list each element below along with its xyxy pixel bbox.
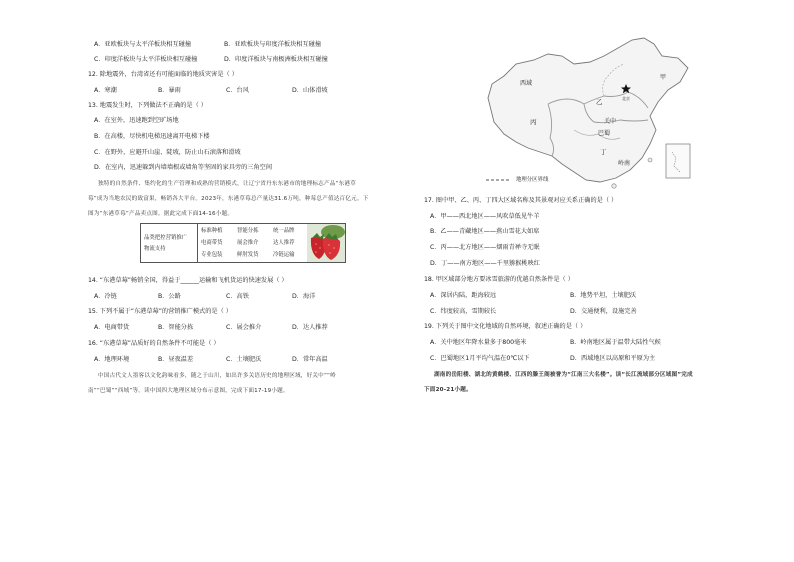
q13-option-b[interactable]: B．在高楼，尽快机电梯迅速离开电梯下楼 [94, 133, 210, 140]
table-title-cell [141, 224, 198, 262]
q19-option-c[interactable]: C．巴蜀地区1月平均气温在0℃以下 [430, 355, 530, 362]
q12-option-d[interactable]: D．山体滑坡 [292, 87, 328, 94]
map-label-guanzhong: 关中 [604, 118, 617, 125]
q14-option-a[interactable]: A．冷链 [94, 293, 117, 300]
q14-stem: 14. “东港草莓”畅销全国，得益于______运输和飞机货运的快速发展（ ） [88, 277, 288, 284]
q18-option-a[interactable]: A．深居内陆，距海较远 [430, 292, 497, 299]
q12-option-c[interactable]: C．台风 [226, 87, 249, 94]
legend-label: 地理分区界线 [516, 177, 549, 183]
table-title-line2: 物流支持 [144, 246, 166, 252]
q19-option-a[interactable]: A．关中地区年降水量多于800毫米 [430, 339, 527, 346]
q13-option-c[interactable]: C．在野外，应避开山崖、陡坡，防止山石滚落和滑坡 [94, 149, 241, 156]
q11-option-c[interactable]: C．印度洋板块与太平洋板块相互碰撞 [94, 56, 198, 63]
q15-option-b[interactable]: B．智能分拣 [158, 324, 194, 331]
q17-option-b[interactable]: B．乙——青藏地区——燕山雪花大如席 [430, 228, 540, 235]
q15-option-c[interactable]: C．展会推介 [226, 324, 262, 331]
china-regions-map [482, 34, 698, 194]
passage1-line3: 图为“东港草莓”产品卖点图。据此完成下面14-16小题。 [88, 211, 234, 217]
passage3-line2: 下面20-21小题。 [424, 387, 472, 393]
q18-stem: 18. 甲区域部分地方要冰雪旅游的优越自然条件是（ ） [424, 276, 574, 283]
q14-option-d[interactable]: D．海洋 [292, 293, 316, 300]
map-label-ding: 丁 [600, 148, 607, 156]
q11-option-b[interactable]: B．亚欧板块与印度洋板块相互碰撞 [224, 41, 322, 48]
q18-option-d[interactable]: D．交通便利，设施完善 [570, 308, 637, 315]
passage2-line1: 中国古代文人墨客以文化韵味看多，随之于山川，如出许多关语历史的地理区域，好关中”“岭 [98, 373, 336, 379]
table-row2-c1: 电商带货 [201, 240, 223, 246]
q15-option-d[interactable]: D．达人推荐 [292, 324, 328, 331]
table-feature-cell [197, 224, 308, 262]
q17-stem: 17. 图中甲、乙、丙、丁四大区域名称及其景观对应关系正确的是（ ） [424, 197, 618, 204]
strawberry-image-icon [307, 224, 345, 262]
strawberry-selling-points-table [140, 223, 346, 263]
table-title-line1: 品类把控营销推广 [144, 235, 188, 241]
passage1-line2: 莓”成为当地农民的致富果，畅销各大平台。2023年，东港草莓总产量达31.6万吨，种莓总产值达百亿元。下 [88, 196, 369, 202]
table-row3-c1: 专业包装 [201, 252, 223, 258]
map-label-yi: 乙 [596, 98, 603, 106]
china-map-svg [482, 34, 698, 194]
q12-option-a[interactable]: A．寒潮 [94, 87, 117, 94]
table-row3-c2: 鲜肘发货 [237, 252, 259, 258]
q16-option-b[interactable]: B．昼夜温差 [158, 356, 194, 363]
table-row3-c3: 冷链运输 [273, 252, 295, 258]
q18-option-c[interactable]: C．纬度较高，雪期较长 [430, 308, 497, 315]
q13-stem: 13. 地震发生时，下列做法不正确的是（ ） [88, 102, 207, 109]
q17-option-a[interactable]: A．甲——西北地区——风吹草低见牛羊 [430, 213, 540, 220]
q16-option-a[interactable]: A．地理环境 [94, 356, 130, 363]
q17-option-c[interactable]: C．丙——北方地区——烟雨青禅寺无眠 [430, 244, 540, 251]
hainan-island [612, 184, 616, 188]
taiwan-island [648, 158, 652, 162]
q19-option-b[interactable]: B．岭南地区属于温带大陆性气候 [570, 339, 661, 346]
q19-stem: 19. 下列关于图中文化地域的自然环境，叙述正确的是（ ） [424, 323, 587, 330]
q14-option-b[interactable]: B．公路 [158, 293, 181, 300]
q12-option-b[interactable]: B．暴雨 [158, 87, 181, 94]
map-label-bashu: 巴蜀 [598, 130, 611, 137]
map-label-jia: 甲 [660, 74, 667, 81]
q12-stem: 12. 除地震外，台湾省还有可能面临的地质灾害是（ ） [88, 71, 238, 78]
china-outline [488, 38, 688, 182]
map-label-bing: 丙 [530, 118, 537, 126]
table-row1-c3: 统一品牌 [273, 228, 295, 234]
q16-option-d[interactable]: D．常年高温 [292, 356, 328, 363]
q15-stem: 15. 下列不属于“东港草莓”的营销推广模式的是（ ） [88, 308, 232, 315]
q18-option-b[interactable]: B．地势平坦，土壤肥沃 [570, 292, 637, 299]
passage3-line1: 湖南的岳阳楼、湖北的黄鹤楼、江西的滕王阁被誉为“江南三大名楼”。读“长江流域部分区域图”完成 [434, 372, 693, 378]
strawberry-photo [307, 224, 345, 262]
south-sea-inset [666, 144, 690, 178]
map-label-xiyu: 西域 [520, 80, 533, 87]
map-label-beijing: 北京 [622, 96, 630, 101]
passage1-line1: 独特的自然条件、集约化的生产管理和成熟的营销模式，让辽宁省丹东东港市的地理标志产品“东港草 [98, 181, 357, 187]
q11-option-d[interactable]: D．印度洋板块与南极洲板块相互碰撞 [224, 56, 328, 63]
q17-option-d[interactable]: D．丁——南方地区——千里猕猴桃映红 [430, 260, 540, 267]
map-label-lingnan: 岭南 [618, 160, 631, 167]
q15-option-a[interactable]: A．电商带货 [94, 324, 130, 331]
table-row2-c2: 展会推介 [237, 240, 259, 246]
q16-option-c[interactable]: C．土壤肥沃 [226, 356, 262, 363]
table-row1-c2: 智能分拣 [237, 228, 259, 234]
passage2-line2: 南”“巴蜀”“西域”等。读中国四大地理区域分布示意图，完成下面17-19小题。 [88, 388, 289, 394]
q19-option-d[interactable]: D．西域地区以高原和平原为主 [570, 355, 656, 362]
q13-option-a[interactable]: A．在室外，迅速跑到空旷场地 [94, 117, 179, 124]
table-row2-c3: 达人推荐 [273, 240, 295, 246]
q16-stem: 16. “东港草莓”品质好的自然条件不可能是（ ） [88, 340, 220, 347]
q13-option-d[interactable]: D．在室内，迅速躲到内墙墙根或墙角等坚固的家具旁的三角空间 [94, 164, 273, 171]
q14-option-c[interactable]: C．高铁 [226, 293, 249, 300]
q11-option-a[interactable]: A．亚欧板块与太平洋板块相互碰撞 [94, 41, 192, 48]
table-row1-c1: 标准种植 [201, 228, 223, 234]
